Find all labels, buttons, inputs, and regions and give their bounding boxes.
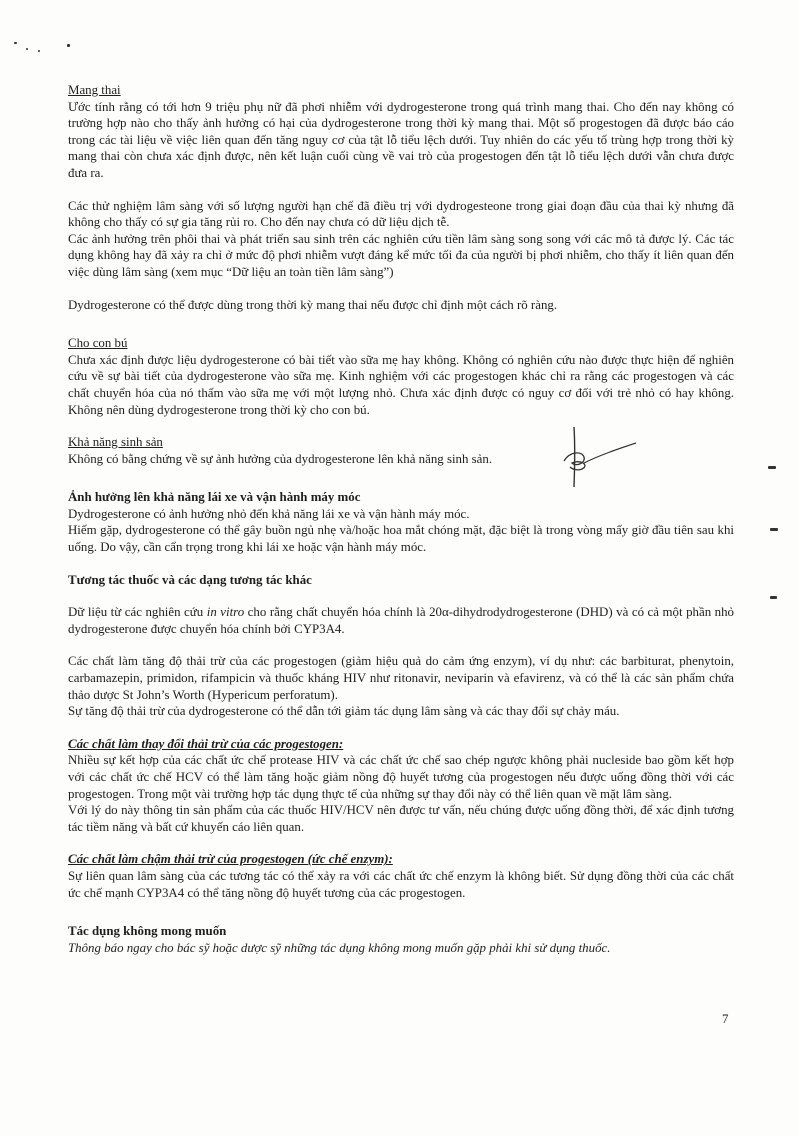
interactions-sub1-paragraph-2: Với lý do này thông tin sản phẩm của các thuốc HIV/HCV nên được tư vấn, nếu chúng được uống đồng thời, để xác định tương tác tiềm năng và bất cứ khuyến cáo liên quan. [68, 803, 734, 834]
driving-paragraph-2: Hiếm gặp, dydrogesterone có thể gây buồn ngủ nhẹ và/hoặc hoa mắt chóng mặt, đặc biệt là trong vòng mấy giờ đầu tiên sau khi uống. Do vậy, cần cẩn trọng trong khi lái xe hoặc vận hành máy móc. [68, 523, 734, 555]
interactions-sub1-paragraph-1: Nhiều sự kết hợp của các chất ức chế protease HIV và các chất ức chế sao chép ngược không phải nucleside bao gồm kết hợp với các chất ức chế HCV có thể làm tăng hoặc giảm nồng độ huyết tương của progestogen nếu được uống đồng thời với các progestogen. Trong một vài trường hợp tác dụng thực tế của những sự thay đổi này có thể liên quan về mặt lâm sàng. [68, 753, 734, 801]
pregnancy-paragraph-2: Các thử nghiệm lâm sàng với số lượng người hạn chế đã điều trị với dydrogesteone trong giai đoạn đầu của thai kỳ nhưng đã không cho thấy có sự gia tăng rủi ro. Cho đến nay chưa có dữ liệu dịch tễ. [68, 198, 734, 230]
interactions-subheading-1: Các chất làm thay đổi thải trừ của các progestogen: [68, 736, 344, 751]
driving-paragraph-1: Dydrogesterone có ảnh hưởng nhỏ đến khả năng lái xe và vận hành máy móc. [68, 506, 470, 521]
scan-speck [26, 48, 28, 50]
interactions-paragraph-3: Sự tăng độ thải trừ của dydrogesterone có thể dẫn tới giảm tác dụng lâm sàng và các thay đổi sự chảy máu. [68, 704, 620, 719]
scan-speck [38, 50, 40, 52]
fertility-paragraph-1: Không có bằng chứng về sự ảnh hưởng của dydrogesterone lên khả năng sinh sản. [68, 451, 493, 466]
interactions-p1-italic: in vitro [206, 605, 245, 620]
pregnancy-paragraph-1: Ước tính rằng có tới hơn 9 triệu phụ nữ đã phơi nhiễm với dydrogesterone trong quá trình mang thai. Cho đến nay không có trường hợp nào cho thấy ảnh hưởng có hại của dydrogesterone trong thời kỳ mang thai. Một số progestogen đã được báo cáo trong các tài liệu về việc liên quan đến tăng nguy cơ của tật lỗ tiểu lệch dưới. Tuy nhiên do các yếu tố trùng hợp trong thời kỳ mang thai còn chưa xác định được, nên kết luận cuối cùng về vai trò của progestogen đến tật lỗ tiểu lệch dưới vẫn chưa được đưa ra. [68, 99, 734, 180]
scan-speck [67, 44, 70, 47]
signature-mark [560, 425, 640, 505]
interactions-p1-before: Dữ liệu từ các nghiên cứu [68, 605, 207, 620]
fertility-heading: Khả năng sinh sản [68, 435, 163, 450]
scan-speck [768, 466, 776, 469]
scan-speck [770, 596, 777, 599]
interactions-heading: Tương tác thuốc và các dạng tương tác khác [68, 572, 312, 587]
driving-heading: Ảnh hưởng lên khả năng lái xe và vận hành máy móc [68, 490, 361, 505]
interactions-subheading-2: Các chất làm chậm thải trừ của progestogen (ức chế enzym): [68, 852, 393, 867]
interactions-paragraph-2: Các chất làm tăng độ thải trừ của các progestogen (giảm hiệu quả do cảm ứng enzym), ví dụ như: các barbiturat, phenytoin, carbamazepin, primidon, rifampicin và thuốc kháng HIV như ritonavir, neviparin và efavirenz, và có thể là các sản phẩm chứa thảo dược St John’s Worth (Hypericum perforatum). [68, 654, 734, 702]
page-number: 7 [722, 1012, 729, 1026]
breastfeeding-paragraph-1: Chưa xác định được liệu dydrogesterone có bài tiết vào sữa mẹ hay không. Không có nghiên cứu nào được thực hiện để nghiên cứu về sự bài tiết của dydrogesterone vào sữa mẹ. Kinh nghiệm với các progestogen khác chỉ ra rằng các progestogen và các chất chuyển hóa của nó thấm vào sữa mẹ với một lượng nhỏ. Chưa xác định được có nguy cơ đối với trẻ nhỏ có hay không. Không nên dùng dydrogesterone trong thời kỳ cho con bú. [68, 352, 734, 417]
document-body [68, 82, 734, 956]
interactions-sub2-paragraph-1: Sự liên quan lâm sàng của các tương tác có thể xảy ra với các chất ức chế enzym là không biết. Sử dụng đồng thời của các chất ức chế mạnh CYP3A4 có thể tăng nồng độ huyết tương của các progestogen. [68, 868, 734, 900]
adverse-paragraph-1: Thông báo ngay cho bác sỹ hoặc dược sỹ những tác dụng không mong muốn gặp phải khi sử dụng thuốc. [68, 940, 611, 955]
interactions-p1-after: cho rằng chất chuyển hóa chính là 20α-dihydrodydrogesterone (DHD) và có cả một phần nhỏ dydrogesterone được chuyển hóa chính bởi CYP3A4. [68, 605, 734, 636]
interactions-paragraph-1 [68, 604, 734, 637]
adverse-heading: Tác dụng không mong muốn [68, 924, 227, 939]
scan-speck [770, 528, 778, 531]
breastfeeding-heading: Cho con bú [68, 336, 128, 351]
pregnancy-paragraph-3: Các ảnh hưởng trên phôi thai và phát triển sau sinh trên các nghiên cứu tiền lâm sàng song song với các mô tả được lý. Các tác dụng không hay đã xảy ra chỉ ở mức độ phơi nhiễm vượt đáng kể mức tối đa của người bị phơi nhiễm, cho thấy ít liên quan đến việc dùng lâm sàng (xem mục “Dữ liệu an toàn tiền lâm sàng”) [68, 231, 734, 279]
pregnancy-paragraph-4: Dydrogesterone có thể được dùng trong thời kỳ mang thai nếu được chỉ định một cách rõ ràng. [68, 297, 558, 312]
scan-speck [14, 42, 17, 44]
pregnancy-heading: Mang thai [68, 83, 121, 97]
